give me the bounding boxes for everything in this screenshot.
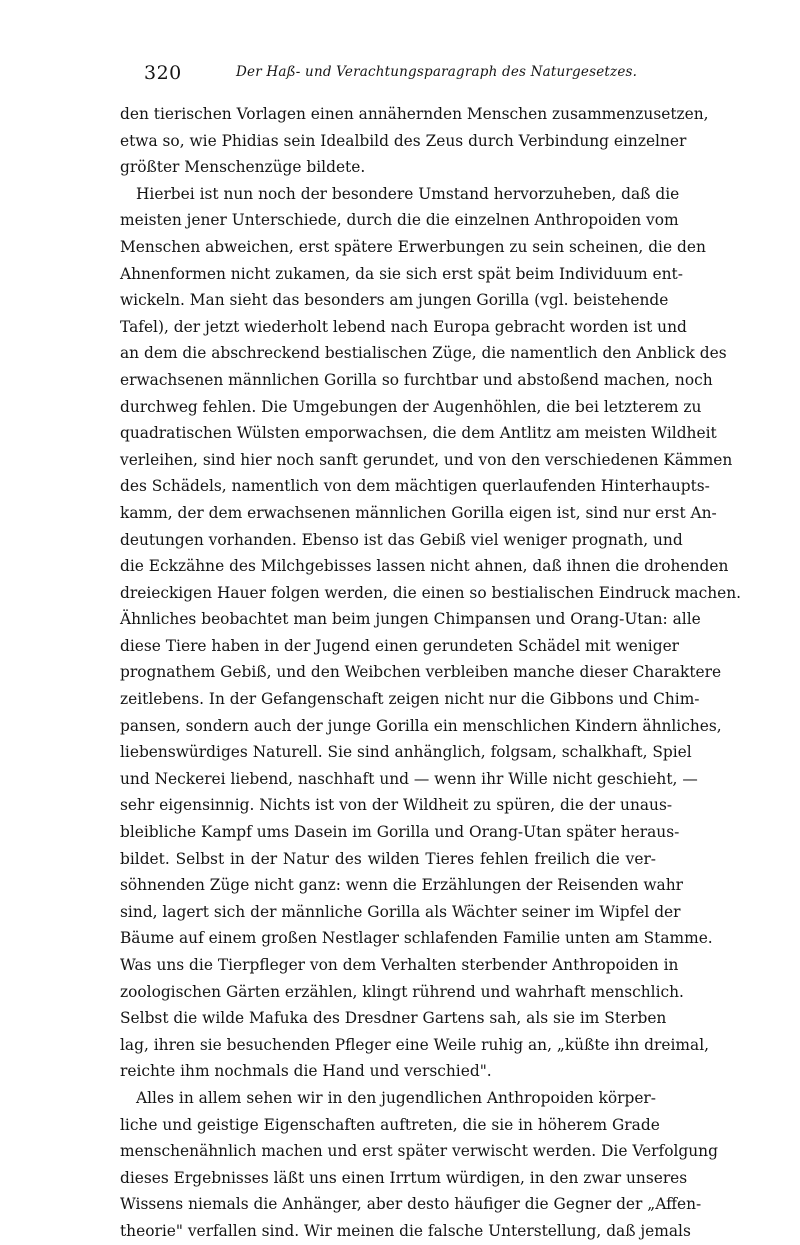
text-line: bleibliche Kampf ums Dasein im Gorilla und Orang-Utan später heraus- bbox=[120, 823, 680, 842]
text-line: menschenähnlich machen und erst später verwischt werden. Die Verfolgung bbox=[120, 1142, 718, 1161]
text-line: deutungen vorhanden. Ebenso ist das Gebiß viel weniger prognath, und bbox=[120, 530, 683, 549]
text-line: prognathem Gebiß, und den Weibchen verbleiben manche dieser Charaktere bbox=[120, 663, 722, 682]
text-line: liebenswürdiges Naturell. Sie sind anhänglich, folgsam, schalkhaft, Spiel bbox=[120, 743, 692, 762]
text-line: diese Tiere haben in der Jugend einen gerundeten Schädel mit weniger bbox=[120, 636, 680, 655]
text-line: Selbst die wilde Mafuka des Dresdner Gartens sah, als sie im Sterben bbox=[120, 1009, 667, 1028]
text-line: Wissens niemals die Anhänger, aber desto häufiger die Gegner der „Affen- bbox=[120, 1195, 702, 1214]
text-line: Ähnliches beobachtet man beim jungen Chimpansen und Orang-Utan: alle bbox=[120, 610, 701, 629]
text-line: des Schädels, namentlich von dem mächtigen querlaufenden Hinterhaupts- bbox=[120, 477, 710, 496]
page-number: 320 bbox=[144, 62, 182, 84]
running-head: Der Haß- und Verachtungsparagraph des Naturgesetzes. bbox=[236, 64, 638, 80]
text-line: an dem die abschreckend bestialischen Züge, die namentlich den Anblick des bbox=[120, 344, 727, 363]
text-line: pansen, sondern auch der junge Gorilla ein menschlichen Kindern ähnliches, bbox=[120, 716, 722, 735]
text-line: und Neckerei liebend, naschhaft und — wenn ihr Wille nicht geschieht, — bbox=[120, 769, 698, 788]
text-line: Tafel), der jetzt wiederholt lebend nach Europa gebracht worden ist und bbox=[120, 317, 687, 336]
text-line: dieses Ergebnisses läßt uns einen Irrtum würdigen, in den zwar unseres bbox=[120, 1168, 688, 1187]
text-line: wickeln. Man sieht das besonders am jungen Gorilla (vgl. beistehende bbox=[120, 291, 669, 310]
text-line: lag, ihren sie besuchenden Pfleger eine Weile ruhig an, „küßte ihn dreimal, bbox=[120, 1035, 710, 1054]
text-line: bildet. Selbst in der Natur des wilden Tieres fehlen freilich die ver- bbox=[120, 849, 656, 868]
text-line: größter Menschenzüge bildete. bbox=[120, 158, 366, 177]
text-line: sehr eigensinnig. Nichts ist von der Wildheit zu spüren, die der unaus- bbox=[120, 796, 673, 815]
text-line: liche und geistige Eigenschaften auftreten, die sie in höherem Grade bbox=[120, 1115, 660, 1134]
text-line: Ahnenformen nicht zukamen, da sie sich erst spät beim Individuum ent- bbox=[120, 264, 683, 283]
text-line: söhnenden Züge nicht ganz: wenn die Erzählungen der Reisenden wahr bbox=[120, 876, 684, 895]
text-line: sind, lagert sich der männliche Gorilla als Wächter seiner im Wipfel der bbox=[120, 902, 681, 921]
text-line: meisten jener Unterschiede, durch die die einzelnen Anthropoiden vom bbox=[120, 211, 679, 230]
paragraph-start-line: Alles in allem sehen wir in den jugendlichen Anthropoiden körper- bbox=[136, 1088, 656, 1107]
text-line: etwa so, wie Phidias sein Idealbild des Zeus durch Verbindung einzelner bbox=[120, 131, 687, 150]
text-line: den tierischen Vorlagen einen annähernden Menschen zusammenzusetzen, bbox=[120, 105, 709, 123]
text-line: zoologischen Gärten erzählen, klingt rührend und wahrhaft menschlich. bbox=[120, 982, 684, 1001]
text-line: durchweg fehlen. Die Umgebungen der Augenhöhlen, die bei letzterem zu bbox=[120, 397, 702, 416]
text-line: quadratischen Wülsten emporwachsen, die dem Antlitz am meisten Wildheit bbox=[120, 424, 717, 443]
text-line: Menschen abweichen, erst spätere Erwerbungen zu sein scheinen, die den bbox=[120, 237, 706, 256]
body-text bbox=[120, 101, 742, 1245]
text-line: zeitlebens. In der Gefangenschaft zeigen nicht nur die Gibbons und Chim- bbox=[120, 690, 700, 709]
text-line: theorie" verfallen sind. Wir meinen die falsche Unterstellung, daß jemals bbox=[120, 1221, 691, 1240]
paragraph-start-line: Hierbei ist nun noch der besondere Umstand hervorzuheben, daß die bbox=[136, 184, 680, 203]
text-line: Bäume auf einem großen Nestlager schlafenden Familie unten am Stamme. bbox=[120, 929, 713, 948]
text-line: dreieckigen Hauer folgen werden, die einen so bestialischen Eindruck machen. bbox=[120, 583, 742, 602]
text-line: Was uns die Tierpfleger von dem Verhalten sterbender Anthropoiden in bbox=[120, 956, 679, 974]
text-line: kamm, der dem erwachsenen männlichen Gorilla eigen ist, sind nur erst An- bbox=[120, 503, 717, 522]
text-line: erwachsenen männlichen Gorilla so furchtbar und abstoßend machen, noch bbox=[120, 370, 713, 389]
text-line: die Eckzähne des Milchgebisses lassen nicht ahnen, daß ihnen die drohenden bbox=[120, 557, 729, 576]
text-line: reichte ihm nochmals die Hand und verschied". bbox=[120, 1062, 492, 1081]
text-line: verleihen, sind hier noch sanft gerundet, und von den verschiedenen Kämmen bbox=[120, 450, 733, 469]
